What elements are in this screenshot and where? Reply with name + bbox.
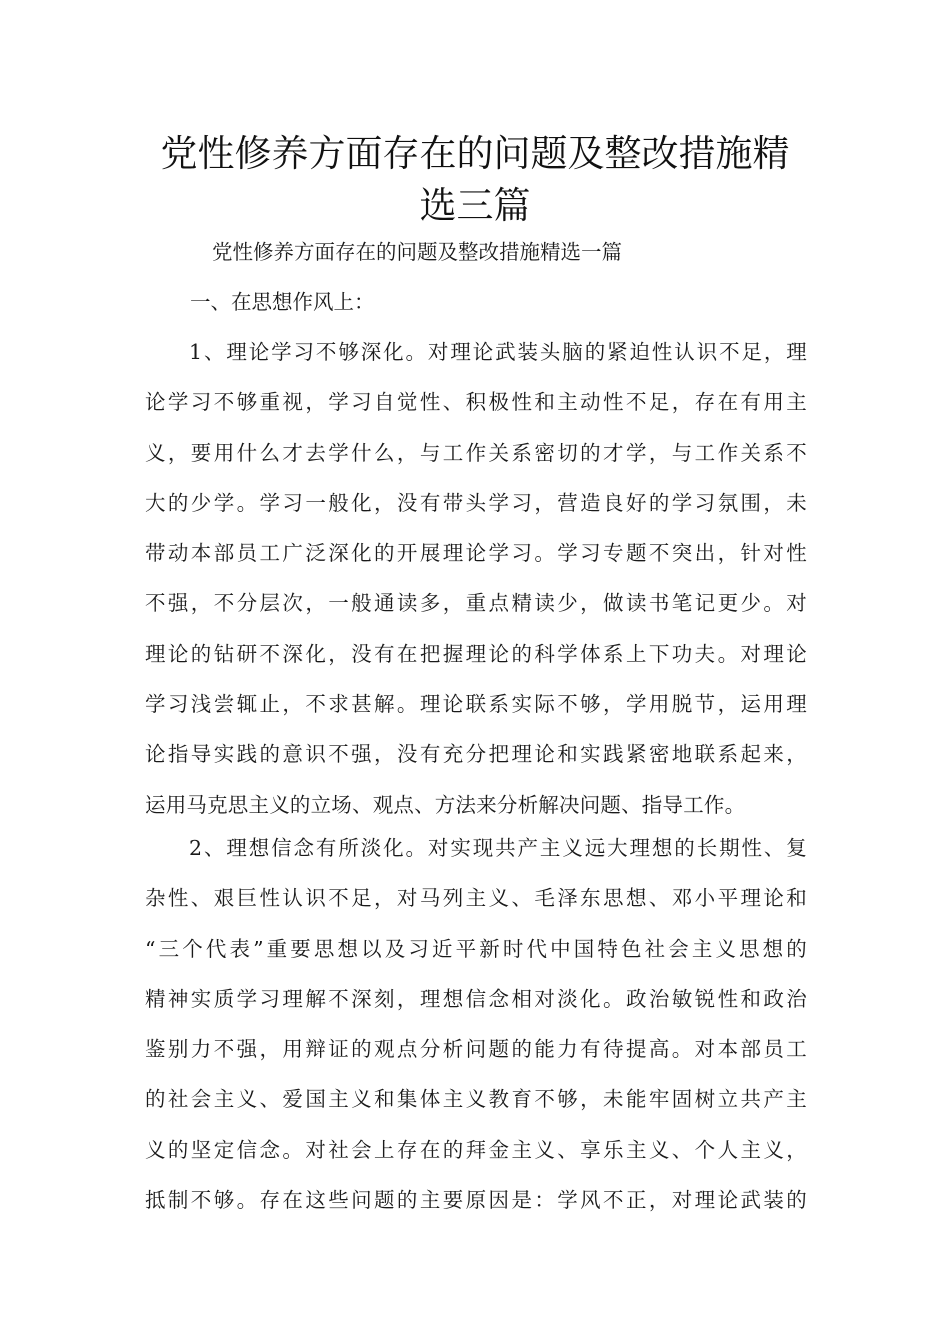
paragraph-1-line: 1、理论学习不够深化。对理论武装头脑的紧迫性认识不足，理	[189, 340, 807, 364]
paragraph-2-line: “三个代表”重要思想以及习近平新时代中国特色社会主义思想的	[145, 936, 807, 961]
paragraph-2-line: 精神实质学习理解不深刻，理想信念相对淡化。政治敏锐性和政治	[145, 986, 807, 1011]
paragraph-1-line: 学习浅尝辄止，不求甚解。理论联系实际不够，学用脱节，运用理	[145, 692, 807, 717]
title-line-1: 党性修养方面存在的问题及整改措施精	[160, 132, 790, 175]
paragraph-1-line: 理论的钻研不深化，没有在把握理论的科学体系上下功夫。对理论	[145, 641, 807, 666]
paragraph-1-line: 义，要用什么才去学什么，与工作关系密切的才学，与工作关系不	[145, 440, 807, 465]
paragraph-2-line: 鉴别力不强，用辩证的观点分析问题的能力有待提高。对本部员工	[145, 1037, 807, 1062]
section-heading: 一、在思想作风上：	[190, 290, 375, 314]
paragraph-2-line: 抵制不够。存在这些问题的主要原因是：学风不正，对理论武装的	[145, 1188, 807, 1213]
paragraph-1-line: 论学习不够重视，学习自觉性、积极性和主动性不足，存在有用主	[145, 390, 807, 415]
paragraph-1-line: 不强，不分层次，一般通读多，重点精读少，做读书笔记更少。对	[145, 591, 807, 616]
document-title	[140, 128, 810, 232]
paragraph-1-line: 论指导实践的意识不强，没有充分把理论和实践紧密地联系起来，	[145, 742, 807, 767]
paragraph-2-line: 义的坚定信念。对社会上存在的拜金主义、享乐主义、个人主义，	[145, 1137, 807, 1162]
paragraph-1-line: 大的少学。学习一般化，没有带头学习，营造良好的学习氛围，未	[145, 490, 807, 515]
document-subtitle: 党性修养方面存在的问题及整改措施精选一篇	[212, 240, 622, 264]
paragraph-1-line: 带动本部员工广泛深化的开展理论学习。学习专题不突出，针对性	[145, 541, 807, 566]
paragraph-2	[145, 823, 807, 1225]
paragraph-2-line: 2、理想信念有所淡化。对实现共产主义远大理想的长期性、复	[189, 836, 807, 860]
paragraph-2-line: 杂性、艰巨性认识不足，对马列主义、毛泽东思想、邓小平理论和	[145, 886, 807, 911]
title-line-2: 选三篇	[419, 184, 531, 227]
paragraph-2-line: 的社会主义、爱国主义和集体主义教育不够，未能牢固树立共产主	[145, 1087, 807, 1112]
paragraph-1	[145, 327, 807, 830]
paragraph-1-line: 运用马克思主义的立场、观点、方法来分析解决问题、指导工作。	[145, 792, 746, 817]
